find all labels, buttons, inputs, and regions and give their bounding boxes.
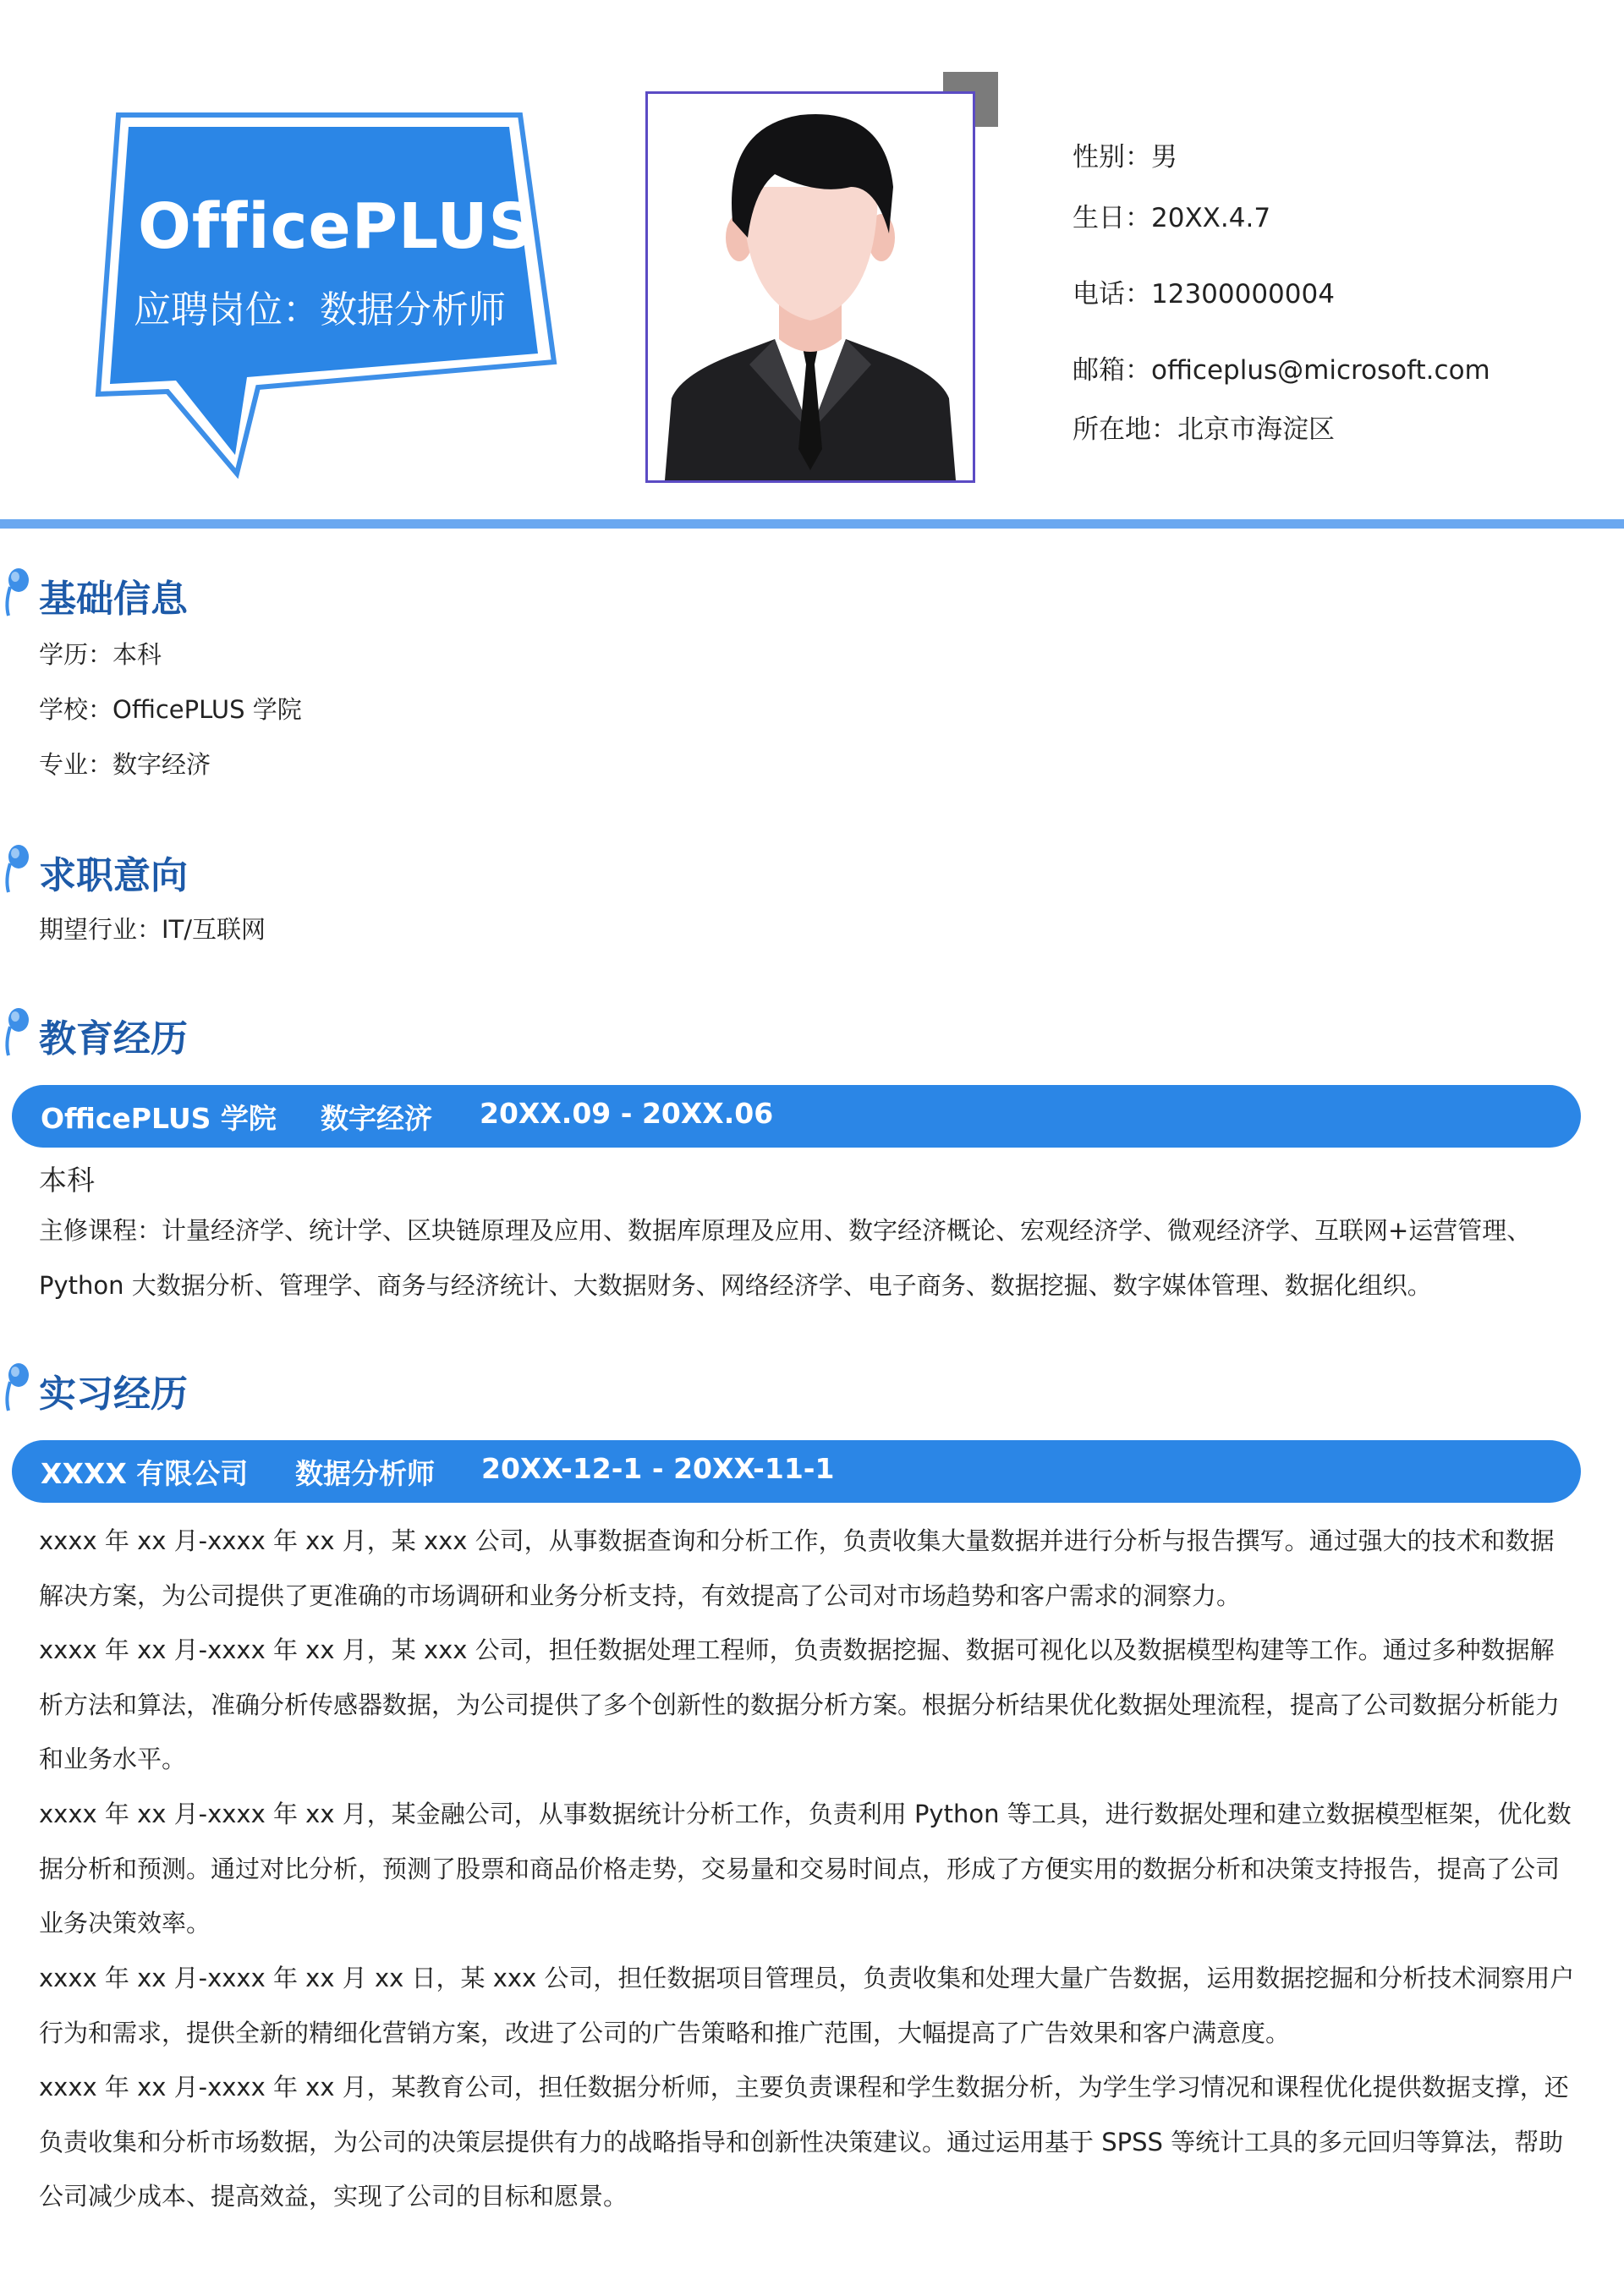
internship-item: xxxx 年 xx 月-xxxx 年 xx 月，某金融公司，从事数据统计分析工作，负责利用 Python 等工具，进行数据处理和建立数据模型框架，优化数据分析和预测。通过对比分析，预测了股票和商品价格走势，交易量和交易时间点，形成了方便实用的数据分析和决策支持报告，提高了公司业务决策效率。 [39, 1800, 1572, 1937]
education-courses-line-2: Python 大数据分析、管理学、商务与经济统计、大数据财务、网络经济学、电子商务、数据挖掘、数字媒体管理、数据化组织。 [39, 1271, 1432, 1300]
info-birthday: 生日：20XX.4.7 [1073, 203, 1271, 233]
info-gender: 性别：男 [1073, 142, 1177, 173]
pin-icon [0, 1360, 30, 1419]
internship-summary-bar [12, 1440, 1581, 1503]
header-divider [0, 519, 1624, 529]
internship-item: xxxx 年 xx 月-xxxx 年 xx 月，某 xxx 公司，从事数据查询和分析工作，负责收集大量数据并进行分析与报告撰写。通过强大的技术和数据解决方案，为公司提供了更准确的市场调研和业务分析支持，有效提高了公司对市场趋势和客户需求的洞察力。 [39, 1526, 1555, 1610]
education-school: OfficePLUS 学院 [41, 1102, 277, 1135]
internship-item: xxxx 年 xx 月-xxxx 年 xx 月 xx 日，某 xxx 公司，担任数据项目管理员，负责收集和处理大量广告数据，运用数据挖掘和分析技术洞察用户行为和需求，提供全新的精细化营销方案，改进了公司的广告策略和推广范围，大幅提高了广告效果和客户满意度。 [39, 1964, 1575, 2047]
basic-school: 学校：OfficePLUS 学院 [39, 695, 302, 724]
education-degree: 本科 [39, 1164, 95, 1197]
info-location: 所在地：北京市海淀区 [1073, 414, 1335, 445]
internship-period: 20XX-12-1 - 20XX-11-1 [481, 1452, 835, 1485]
internship-item: xxxx 年 xx 月-xxxx 年 xx 月，某 xxx 公司，担任数据处理工程师，负责数据挖掘、数据可视化以及数据模型构建等工作。通过多种数据解析方法和算法，准确分析传感器数据，为公司提供了多个创新性的数据分析方案。根据分析结果优化数据处理流程，提高了公司数据分析能力和业务水平。 [39, 1636, 1561, 1773]
brand-logo-text: OfficePLUS [138, 190, 535, 263]
section-basic-header [0, 565, 761, 624]
basic-major: 专业：数字经济 [39, 750, 211, 779]
education-period: 20XX.09 - 20XX.06 [480, 1097, 774, 1130]
section-internship-header [0, 1360, 761, 1419]
education-summary-bar [12, 1085, 1581, 1148]
section-education-header [0, 1005, 761, 1064]
pin-icon [0, 565, 30, 624]
info-email: 邮箱：officeplus@microsoft.com [1073, 355, 1490, 386]
section-title: 求职意向 [39, 854, 188, 897]
education-major: 数字经济 [321, 1102, 432, 1135]
section-title: 教育经历 [39, 1017, 188, 1060]
internship-role: 数据分析师 [295, 1457, 435, 1490]
basic-education-level: 学历：本科 [39, 640, 162, 669]
pin-icon [0, 1005, 30, 1064]
avatar-illustration [648, 94, 973, 480]
section-title: 实习经历 [39, 1373, 188, 1416]
section-intent-header [0, 841, 761, 901]
internship-company: XXXX 有限公司 [41, 1457, 249, 1490]
section-title: 基础信息 [39, 578, 188, 621]
profile-photo [645, 91, 975, 483]
education-courses-line-1: 主修课程：计量经济学、统计学、区块链原理及应用、数据库原理及应用、数字经济概论、宏观经济学、微观经济学、互联网+运营管理、 [39, 1216, 1532, 1245]
intent-industry: 期望行业：IT/互联网 [39, 915, 266, 944]
internship-item: xxxx 年 xx 月-xxxx 年 xx 月，某教育公司，担任数据分析师，主要负责课程和学生数据分析，为学生学习情况和课程优化提供数据支撑，还负责收集和分析市场数据，为公司的决策层提供有力的战略指导和创新性决策建议。通过运用基于 SPSS 等统计工具的多元回归等算法，帮助公司减少成本、提高效益，实现了公司的目标和愿景。 [39, 2073, 1569, 2211]
info-phone: 电话：12300000004 [1073, 279, 1335, 310]
position-applied: 应聘岗位：数据分析师 [134, 288, 506, 332]
pin-icon [0, 841, 30, 901]
